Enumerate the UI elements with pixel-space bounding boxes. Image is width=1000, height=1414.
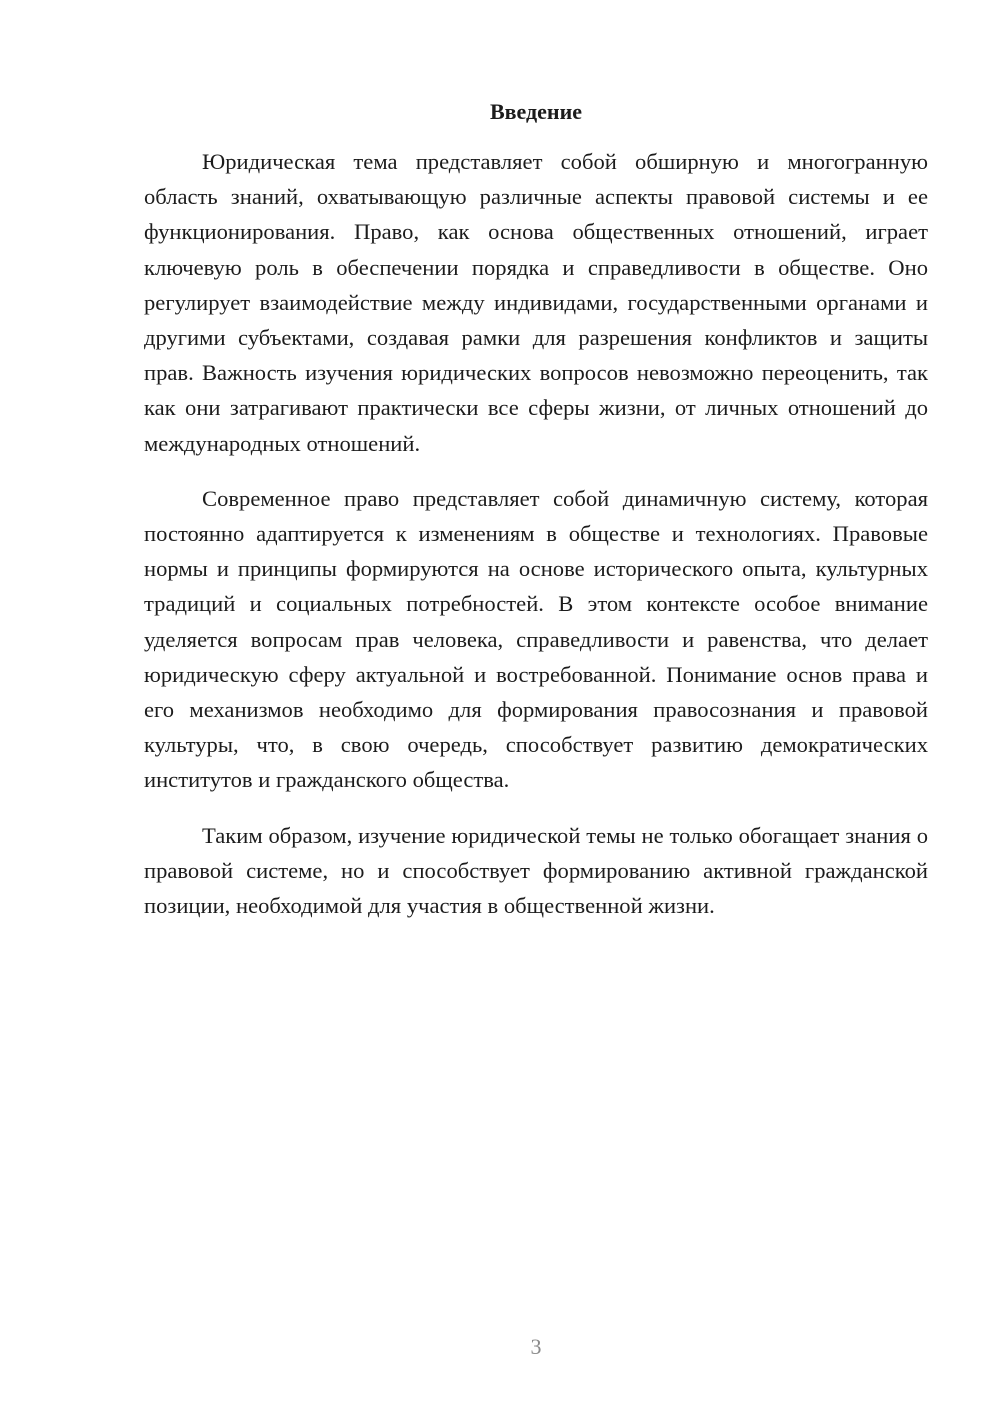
paragraph-3: Таким образом, изучение юридической темы не только обогащает знания о правовой системе, но и способствует формированию активной гражданской позиции, необходимой для участия в общественной жизни. xyxy=(144,822,928,919)
body-text xyxy=(144,144,928,943)
section-title: Введение xyxy=(489,99,583,124)
paragraph-1: Юридическая тема представляет собой обширную и многогранную область знаний, охватывающую различные аспекты правовой системы и ее функционирования. Право, как основа общественных отношений, играет ключевую роль в обеспечении порядка и справедливости в обществе. Оно регулирует взаимодействие между индивидами, государственными органами и другими субъектами, создавая рамки для разрешения конфликтов и защиты прав. Важность изучения юридических вопросов невозможно переоценить, так как они затрагивают практически все сферы жизни, от личных отношений до международных отношений. xyxy=(144,149,928,456)
paragraph-2: Современное право представляет собой динамичную систему, которая постоянно адаптируется к изменениям в обществе и технологиях. Правовые нормы и принципы формируются на основе исторического опыта, культурных традиций и социальных потребностей. В этом контексте особое внимание уделяется вопросам прав человека, справедливости и равенства, что делает юридическую сферу актуальной и востребованной. Понимание основ права и его механизмов необходимо для формирования правосознания и правовой культуры, что, в свою очередь, способствует развитию демократических институтов и гражданского общества. xyxy=(144,485,928,793)
page-number: 3 xyxy=(530,1334,542,1359)
